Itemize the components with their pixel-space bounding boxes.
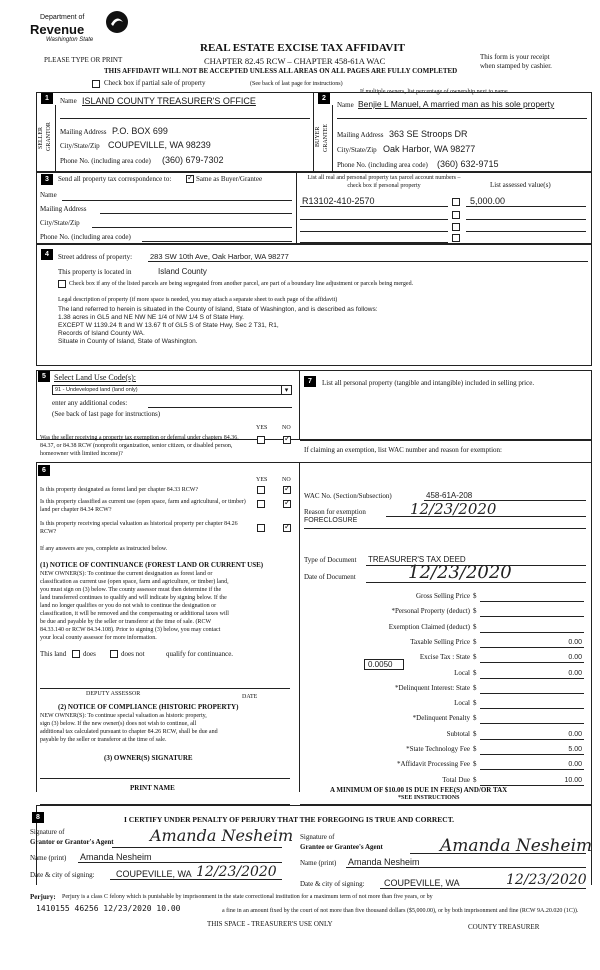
tax-row-label: *Personal Property (deduct) — [391, 607, 470, 616]
tax-row-value[interactable]: 5.00 — [568, 746, 582, 753]
seller-name-label: Name — [60, 97, 77, 105]
local-rate: 0.0050 — [368, 660, 393, 669]
reason-date[interactable]: 12/23/2020 — [410, 500, 497, 518]
buyer-city-label: City/State/Zip — [337, 146, 377, 154]
dollar-sign: $ — [473, 714, 477, 723]
tax-row-label: Local — [454, 699, 470, 708]
buyer-name[interactable]: Benjie L Manuel, A married man as his sole property — [358, 99, 555, 109]
dor-logo-line3: Washington State — [46, 37, 94, 43]
segregated-label: Check box if any of the listed parcels are being segregated from another parcel, are part of a boundary line adjustment or parcels being merged. — [69, 281, 414, 287]
buyer-name-label: Name — [337, 101, 354, 109]
reason-label: Reason for exemption — [304, 508, 366, 516]
tax-row-label: Subtotal — [446, 729, 470, 738]
section5-yes: YES — [256, 425, 268, 431]
located-county[interactable]: Island County — [158, 267, 207, 276]
section-4-frame — [36, 244, 592, 366]
dollar-sign: $ — [473, 668, 477, 677]
legal-desc-label: Legal description of property (if more space is needed, you may attach a separate sheet to each page of the affidavit) — [58, 297, 338, 303]
sig-right-label: Signature of — [300, 833, 335, 841]
sig-left-label2: Grantor or Grantor's Agent — [30, 838, 114, 846]
dollar-sign: $ — [473, 653, 477, 662]
this-land-label: This land — [40, 650, 67, 658]
forest-land-question: Is this property designated as forest land per chapter 84.33 RCW? — [40, 487, 199, 493]
tax-row-value[interactable]: 0.00 — [568, 669, 582, 677]
forest-no-checkbox[interactable] — [283, 486, 291, 494]
notice2-line-2: sign (3) below. If the new owner(s) does not wish to continue, all — [40, 721, 197, 727]
legal-line-1[interactable]: The land referred to herein is situated in the County of Island, State of Washington, and is described as follows: — [58, 306, 378, 313]
parcel-personal-checkbox-2[interactable] — [452, 211, 460, 219]
located-label: This property is located in — [58, 268, 132, 276]
corr-name-label: Name — [40, 191, 57, 199]
notice1-line-5: land no longer qualifies or you do not wish to continue the designation or — [40, 603, 217, 609]
dollar-sign: $ — [473, 607, 477, 616]
buyer-phone-label: Phone No. (including area code) — [337, 161, 428, 169]
historic-question: Is this property receiving special valuation as historical property per chapter 84.26 RCW? — [40, 521, 238, 535]
partial-sale-checkbox[interactable] — [92, 80, 100, 88]
signature-left[interactable]: Amanda Nesheim — [150, 826, 294, 845]
wac-number[interactable]: 458-61A-208 — [426, 491, 473, 500]
section-8-badge: 8 — [32, 812, 44, 823]
tax-row-label: *Affidavit Processing Fee — [397, 760, 470, 769]
exemption-header: If claiming an exemption, list WAC number and reason for exemption: — [304, 446, 502, 454]
date-right[interactable]: 12/23/2020 — [506, 872, 587, 888]
minimum-notice: A MINIMUM OF $10.00 IS DUE IN FEE(S) AND/OR TAX — [330, 786, 508, 794]
partial-sale-label: Check box if partial sale of property — [104, 79, 206, 87]
section5-see-back: (See back of last page for instructions) — [52, 410, 161, 418]
please-type: PLEASE TYPE OR PRINT — [44, 56, 123, 64]
legal-line-4[interactable]: Records of Island County WA. — [58, 330, 145, 337]
seller-mail-label: Mailing Address — [60, 128, 107, 136]
assessed-value[interactable]: 5,000.00 — [470, 196, 506, 206]
assessor-date-label: DATE — [242, 694, 258, 700]
see-instructions: *SEE INSTRUCTIONS — [398, 795, 460, 801]
perjury-label: Perjury: — [30, 893, 56, 901]
notice1-title: (1) NOTICE OF CONTINUANCE (FOREST LAND OR CURRENT USE) — [40, 561, 264, 569]
dollar-sign: $ — [473, 637, 477, 646]
receipt-line2: when stamped by cashier. — [480, 62, 552, 70]
grantee-label: GRANTEE — [323, 124, 329, 152]
form-chapter: CHAPTER 82.45 RCW – CHAPTER 458-61A WAC — [204, 56, 386, 66]
section6-yes: YES — [256, 477, 268, 483]
city-right[interactable]: COUPEVILLE, WA — [384, 878, 460, 888]
notice2-line-4: payable by the seller or transferor at the time of sale. — [40, 737, 167, 743]
notice1-line-4: land transferred continues to qualify and will indicate by signing below. If the — [40, 595, 227, 601]
dor-logo-line1: Department of — [40, 14, 85, 21]
tax-row-label: Taxable Selling Price — [410, 637, 470, 646]
multiple-owners-note: If multiple owners, list percentage of ownership next to name. — [360, 89, 510, 95]
dollar-sign: $ — [473, 760, 477, 769]
see-back-header: (See back of last page for instructions) — [250, 81, 343, 87]
tax-row-value[interactable]: 0.00 — [568, 761, 582, 769]
tax-row-label: *State Technology Fee — [406, 745, 470, 753]
corr-mail-label: Mailing Address — [40, 205, 87, 213]
form-warning: THIS AFFIDAVIT WILL NOT BE ACCEPTED UNLESS ALL AREAS ON ALL PAGES ARE FULLY COMPLETED — [104, 67, 458, 75]
does-checkbox[interactable] — [72, 650, 80, 658]
historic-yes-checkbox[interactable] — [257, 524, 265, 532]
dropdown-arrow-icon[interactable]: ▾ — [281, 386, 291, 394]
same-as-buyer-checkbox[interactable] — [186, 175, 194, 183]
notice2-line-1: NEW OWNER(S): To continue special valuation as historic property, — [40, 713, 207, 719]
doc-date[interactable]: 12/23/2020 — [408, 562, 512, 583]
tax-row-value[interactable]: 0.00 — [568, 654, 582, 662]
same-as-buyer-label: Same as Buyer/Grantee — [196, 175, 263, 183]
dollar-sign: $ — [473, 775, 477, 784]
seller-phone-label: Phone No. (including area code) — [60, 157, 151, 165]
notice1-line-9: your local county assessor for more information. — [40, 635, 157, 641]
forest-yes-checkbox[interactable] — [257, 486, 265, 494]
current-use-no-checkbox[interactable] — [283, 500, 291, 508]
treasurer-space-label: THIS SPACE - TREASURER'S USE ONLY — [207, 920, 333, 928]
corr-phone-label: Phone No. (including area code) — [40, 233, 131, 241]
dollar-sign: $ — [473, 745, 477, 753]
buyer-mail-label: Mailing Address — [337, 131, 384, 139]
parcel-personal-checkbox-3[interactable] — [452, 223, 460, 231]
name-right-label: Name (print) — [300, 859, 337, 867]
name-left[interactable]: Amanda Nesheim — [80, 852, 152, 862]
parcel-personal-checkbox-4[interactable] — [452, 234, 460, 242]
tax-row-label: *Delinquent Penalty — [412, 714, 470, 723]
street-address[interactable]: 283 SW 10th Ave, Oak Harbor, WA 98277 — [150, 252, 289, 261]
dollar-sign: $ — [473, 592, 477, 600]
dollar-sign: $ — [473, 683, 477, 692]
wac-label: WAC No. (Section/Subsection) — [304, 492, 392, 500]
doc-type[interactable]: TREASURER'S TAX DEED — [368, 555, 466, 564]
dor-swirl-icon — [105, 10, 129, 34]
segregated-checkbox[interactable] — [58, 280, 66, 288]
parcel-number[interactable]: R13102-410-2570 — [302, 196, 375, 206]
exemption-question: Was the seller receiving a property tax exemption or deferral under chapters 84.36, 84.37, or 84.38 RCW (nonprofit organization, senior citizen, or disabled person, homeowner with limited income)? — [40, 435, 239, 457]
exemption-no-checkbox[interactable] — [283, 436, 291, 444]
if-yes-note: If any answers are yes, complete as instructed below. — [40, 546, 168, 552]
deputy-assessor-label: DEPUTY ASSESSOR — [86, 691, 141, 697]
does-not-checkbox[interactable] — [110, 650, 118, 658]
certify-statement: I CERTIFY UNDER PENALTY OF PERJURY THAT THE FOREGOING IS TRUE AND CORRECT. — [124, 815, 455, 824]
qualify-label: qualify for continuance. — [166, 650, 234, 658]
additional-codes-label: enter any additional codes: — [52, 399, 128, 407]
treasurer-stamp: 1410155 46256 12/23/2020 10.00 — [36, 904, 181, 913]
sig-right-label2: Grantee or Grantee's Agent — [300, 843, 383, 851]
tax-row-value[interactable]: 0.00 — [568, 730, 582, 738]
date-left[interactable]: 12/23/2020 — [196, 864, 277, 880]
section-4-badge: 4 — [41, 249, 53, 260]
section-3-badge: 3 — [41, 174, 53, 185]
parcel-personal-checkbox-1[interactable] — [452, 198, 460, 206]
section-5-badge: 5 — [38, 371, 50, 382]
section6-no: NO — [282, 477, 291, 483]
tax-row-label: Total Due — [442, 775, 470, 784]
notice1-line-7: be due and payable by the seller or transferor at the time of sale. (RCW — [40, 619, 212, 625]
seller-phone[interactable]: (360) 679-7302 — [162, 155, 224, 165]
notice1-line-3: you must sign on (3) below. The county assessor must then determine if the — [40, 587, 222, 593]
dor-logo-line2: Revenue — [30, 22, 85, 37]
section-1-badge: 1 — [41, 93, 53, 104]
sig-left-label: Signature of — [30, 828, 65, 836]
historic-no-checkbox[interactable] — [283, 524, 291, 532]
tax-row-value[interactable]: 10.00 — [564, 776, 582, 784]
buyer-phone[interactable]: (360) 632-9715 — [437, 159, 499, 169]
tax-row-label: Local — [454, 668, 470, 677]
receipt-line1: This form is your receipt — [480, 53, 550, 61]
local-rate-box[interactable] — [364, 659, 404, 670]
land-use-select[interactable] — [52, 385, 292, 395]
section-2-badge: 2 — [318, 93, 330, 104]
doc-type-label: Type of Document — [304, 556, 357, 564]
parcel-header: List all real and personal property tax parcel account numbers – check box if personal property — [307, 175, 461, 189]
notice2-line-3: additional tax calculated pursuant to chapter 84.26 RCW, shall be due and — [40, 729, 218, 735]
tax-row-label: Excise Tax : State — [419, 653, 470, 662]
notice2-title: (2) NOTICE OF COMPLIANCE (HISTORIC PROPERTY) — [58, 703, 239, 711]
current-use-question: Is this property classified as current use (open space, farm and agricultural, or timber) land per chapter 84.34 RCW? — [40, 499, 246, 513]
corr-city-label: City/State/Zip — [40, 219, 80, 227]
perjury-text-2: a fine in an amount fixed by the court of not more than five thousand dollars ($5,000.00), or by both imprisonment and fine (RCW 9A.20.020 (1C)). — [222, 908, 579, 914]
print-name-label: PRINT NAME — [130, 784, 175, 792]
reason-text[interactable]: FORECLOSURE — [304, 517, 358, 524]
legal-line-5[interactable]: Situate in County of Island, State of Washington. — [58, 338, 198, 345]
notice1-line-8: 84.33.140 or RCW 84.34.108). Prior to signing (3) below, you may contact — [40, 627, 221, 633]
current-use-yes-checkbox[interactable] — [257, 500, 265, 508]
land-use-selected: 91 - Undeveloped land (land only) — [55, 387, 138, 393]
tax-row-label: Gross Selling Price — [415, 592, 470, 600]
legal-line-2[interactable]: 1.38 acres in GL5 and NE NW NE 1/4 of NW 1/4 S of State Hwy. — [58, 314, 244, 321]
seller-label: SELLER — [38, 127, 44, 149]
seller-mail[interactable]: P.O. BOX 699 — [112, 126, 168, 136]
dollar-sign: $ — [473, 729, 477, 738]
notice1-line-2: classification as current use (open space, farm and agriculture, or timber) land, — [40, 579, 229, 585]
seller-name[interactable]: ISLAND COUNTY TREASURER'S OFFICE — [82, 96, 256, 106]
section-6-badge: 6 — [38, 465, 50, 476]
tax-row-value[interactable]: 0.00 — [568, 638, 582, 646]
signature-right[interactable]: Amanda Nesheim — [440, 836, 593, 856]
perjury-text: Perjury is a class C felony which is punishable by imprisonment in the state correctional institution for a maximum term of not more than five years, or by — [62, 894, 433, 900]
city-left[interactable]: COUPEVILLE, WA — [116, 869, 192, 879]
dollar-sign: $ — [473, 622, 477, 631]
send-correspondence-label: Send all property tax correspondence to: — [58, 175, 172, 183]
notice1-line-6: classification, it will be removed and the compensating or additional taxes will — [40, 611, 229, 617]
notice1-line-1: NEW OWNER(S): To continue the current designation as forest land or — [40, 571, 213, 577]
owner-signature-label: (3) OWNER(S) SIGNATURE — [104, 754, 193, 762]
date-city-left-label: Date & city of signing: — [30, 871, 95, 879]
personal-property-text: List all personal property (tangible and intangible) included in selling price. — [322, 379, 535, 387]
assessed-header: List assessed value(s) — [490, 181, 551, 189]
name-left-label: Name (print) — [30, 854, 67, 862]
buyer-city[interactable]: Oak Harbor, WA 98277 — [383, 144, 476, 154]
dollar-sign: $ — [473, 699, 477, 708]
section-7-badge: 7 — [304, 376, 316, 387]
street-label: Street address of property: — [58, 253, 133, 261]
date-city-right-label: Date & city of signing: — [300, 880, 365, 888]
does-not-label: does not — [121, 650, 145, 658]
seller-city[interactable]: COUPEVILLE, WA 98239 — [108, 140, 211, 150]
county-treasurer-label: COUNTY TREASURER — [468, 923, 540, 931]
grantor-label: GRANTOR — [46, 122, 52, 152]
section5-no: NO — [282, 425, 291, 431]
land-use-label: Select Land Use Code(s): — [54, 373, 136, 382]
tax-row-label: *Delinquent Interest: State — [394, 683, 470, 692]
exemption-yes-checkbox[interactable] — [257, 436, 265, 444]
legal-line-3[interactable]: EXCEPT W 1139.24 ft and W 13.67 ft of GL5 S of State Hwy, Sec 2 T31, R1, — [58, 322, 279, 329]
buyer-label: BUYER — [315, 126, 321, 148]
name-right[interactable]: Amanda Nesheim — [348, 857, 420, 867]
seller-city-label: City/State/Zip — [60, 142, 100, 150]
buyer-mail[interactable]: 363 SE Stroops DR — [389, 129, 468, 139]
tax-row-label: Exemption Claimed (deduct) — [388, 622, 470, 631]
doc-date-label: Date of Document — [304, 573, 356, 581]
form-title: REAL ESTATE EXCISE TAX AFFIDAVIT — [200, 42, 405, 54]
does-label: does — [83, 650, 96, 658]
